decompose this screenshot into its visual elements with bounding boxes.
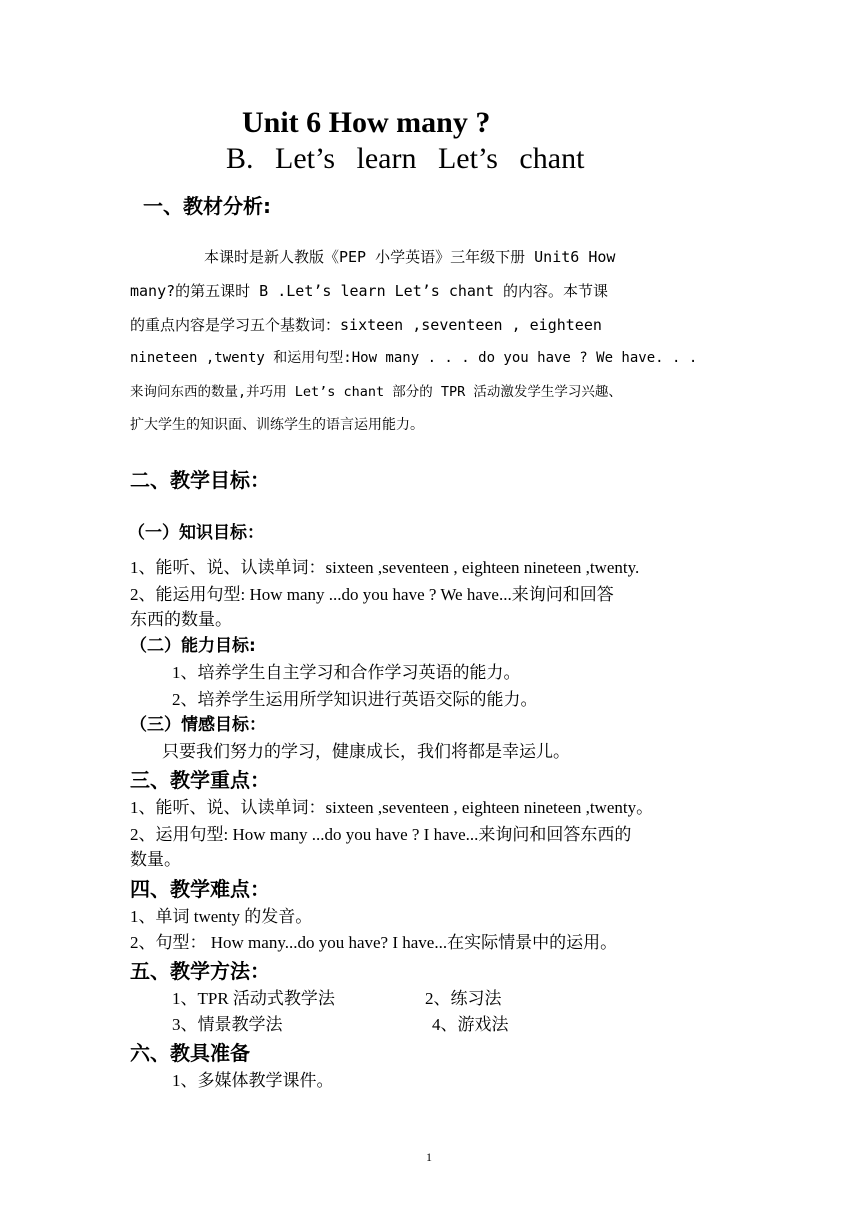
s2-sub1-line-3: 东西的数量。 xyxy=(130,610,232,629)
s2-sub2-line-1: 1、培养学生自主学习和合作学习英语的能力。 xyxy=(172,663,521,682)
s2-sub-3: （三）情感目标： xyxy=(130,715,266,735)
s3-line-1: 1、能听、说、认读单词：sixteen ,seventeen , eighteen nineteen ,twenty。 xyxy=(130,798,654,817)
s1-line-5: 来询问东西的数量,并巧用 Let’s chant 部分的 TPR 活动激发学生学习兴趣、 xyxy=(130,384,622,400)
section-6-heading: 六、教具准备 xyxy=(130,1041,250,1065)
section-4-heading: 四、教学难点： xyxy=(130,877,270,901)
title-line-2: B. Let’s learn Let’s chant xyxy=(226,142,585,175)
s2-sub-2: （二）能力目标: xyxy=(130,636,256,656)
s5-item-4: 4、游戏法 xyxy=(432,1015,509,1034)
page-number: 1 xyxy=(426,1150,432,1164)
s2-sub3-line: 只要我们努力的学习，健康成长，我们将都是幸运儿。 xyxy=(162,742,570,761)
s2-sub2-line-2: 2、培养学生运用所学知识进行英语交际的能力。 xyxy=(172,690,538,709)
s4-line-1: 1、单词 twenty 的发音。 xyxy=(130,907,313,926)
section-3-heading: 三、教学重点： xyxy=(130,768,270,792)
s2-sub1-line-2: 2、能运用句型: How many ...do you have ? We have...来询问和回答 xyxy=(130,585,614,604)
section-1-heading: 一、教材分析: xyxy=(143,194,271,218)
s3-line-3: 数量。 xyxy=(130,850,181,869)
s6-line: 1、多媒体教学课件。 xyxy=(172,1071,334,1090)
s1-line-2: many?的第五课时 B .Let’s learn Let’s chant 的内容。本节课 xyxy=(130,282,609,300)
s2-sub-1: （一）知识目标： xyxy=(128,523,264,543)
title-line-1: Unit 6 How many ? xyxy=(242,106,491,139)
s1-line-4: nineteen ,twenty 和运用句型:How many . . . do you have ? We have. . . xyxy=(130,350,698,366)
s5-item-1: 1、TPR 活动式教学法 xyxy=(172,989,335,1008)
s1-line-1: 本课时是新人教版《PEP 小学英语》三年级下册 Unit6 How xyxy=(204,248,616,266)
s1-line-6: 扩大学生的知识面、训练学生的语言运用能力。 xyxy=(130,417,424,433)
s3-line-2: 2、运用句型: How many ...do you have ? I have...来询问和回答东西的 xyxy=(130,825,632,844)
s4-line-2: 2、句型： How many...do you have? I have...在实际情景中的运用。 xyxy=(130,933,618,952)
section-2-heading: 二、教学目标： xyxy=(130,468,270,492)
s5-item-2: 2、练习法 xyxy=(425,989,502,1008)
s2-sub1-line-1: 1、能听、说、认读单词：sixteen ,seventeen , eighteen nineteen ,twenty. xyxy=(130,558,640,577)
s1-line-3: 的重点内容是学习五个基数词：sixteen ,seventeen , eighteen xyxy=(130,316,602,334)
s5-item-3: 3、情景教学法 xyxy=(172,1015,283,1034)
section-5-heading: 五、教学方法： xyxy=(130,959,270,983)
